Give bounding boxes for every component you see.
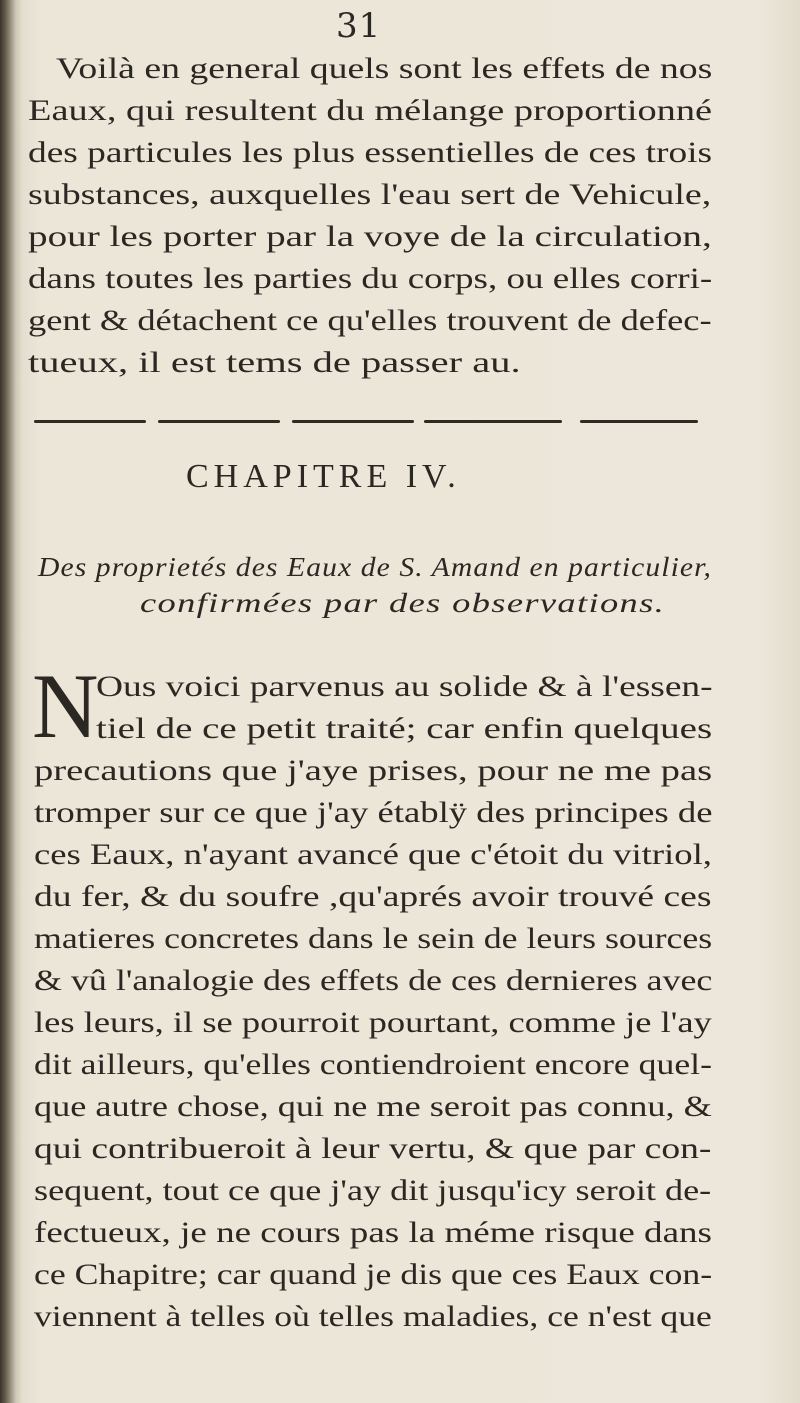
chapter-subtitle-line: Des proprietés des Eaux de S. Amand en particulier, <box>38 552 712 582</box>
intro-line: dans toutes les parties du corps, ou elles corri- <box>28 262 713 295</box>
rule-segment <box>34 420 146 423</box>
body-line: viennent à telles où telles maladies, ce n'est que <box>34 1300 712 1333</box>
book-spine-shadow <box>0 0 22 1403</box>
body-line: sequent, tout ce que j'ay dit jusqu'icy seroit de- <box>34 1174 712 1207</box>
body-line: dit ailleurs, qu'elles contiendroient encore quel- <box>34 1048 712 1081</box>
rule-segment <box>424 420 562 423</box>
body-line: tromper sur ce que j'ay établÿ des principes de <box>34 796 713 829</box>
rule-segment <box>580 420 698 423</box>
intro-line: pour les porter par la voye de la circulation, <box>28 220 712 253</box>
body-line: qui contribueroit à leur vertu, & que par con- <box>34 1132 712 1165</box>
body-line: matieres concretes dans le sein de leurs sources <box>34 922 713 955</box>
intro-line: gent & détachent ce qu'elles trouvent de defec- <box>28 304 712 337</box>
intro-line: tueux, il est tems de passer au. <box>28 346 521 379</box>
intro-line: Eaux, qui resultent du mélange proportionné <box>28 94 713 127</box>
intro-line: des particules les plus essentielles de ces trois <box>28 136 713 169</box>
body-line: precautions que j'aye prises, pour ne me pas <box>34 754 713 787</box>
body-line: les leurs, il se pourroit pourtant, comme je l'ay <box>34 1006 712 1039</box>
page-number: 31 <box>336 6 382 46</box>
chapter-subtitle-line: confirmées par des observations. <box>140 588 666 618</box>
chapter-heading: CHAPITRE IV. <box>186 458 461 495</box>
body-line: ce Chapitre; car quand je dis que ces Eaux con- <box>34 1258 713 1291</box>
drop-cap: N <box>32 655 99 757</box>
body-line: ces Eaux, n'ayant avancé que c'étoit du vitriol, <box>34 838 712 871</box>
rule-segment <box>158 420 280 423</box>
ornamental-rule <box>34 416 698 428</box>
body-line: Ous voici parvenus au solide & à l'essen- <box>96 670 713 703</box>
body-line: & vû l'analogie des effets de ces dernieres avec <box>34 964 713 997</box>
intro-line: substances, auxquelles l'eau sert de Vehicule, <box>28 178 712 211</box>
rule-segment <box>292 420 414 423</box>
body-line: fectueux, je ne cours pas la méme risque dans <box>34 1216 712 1249</box>
intro-line: Voilà en general quels sont les effets de nos <box>56 52 713 85</box>
body-line: du fer, & du soufre ,qu'aprés avoir trouvé ces <box>34 880 712 913</box>
body-line: que autre chose, qui ne me seroit pas connu, & <box>34 1090 712 1123</box>
body-line: tiel de ce petit traité; car enfin quelques <box>96 712 713 745</box>
